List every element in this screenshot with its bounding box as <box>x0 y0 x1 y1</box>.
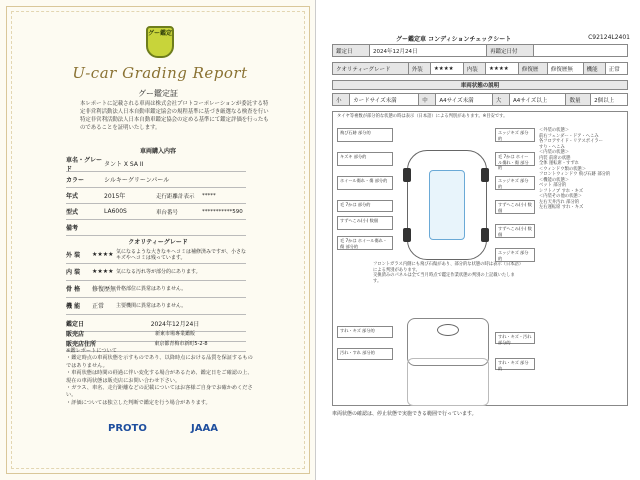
quality-title: クオリティーグレード <box>128 239 188 246</box>
quality-description: 気になる汚れ等が部分的にあります。 <box>116 268 201 275</box>
logo-row <box>108 423 218 434</box>
legend-table: 小 カードサイズ未満 中 A4サイズ未満 大 A4サイズ以上 数量 2個以上 <box>332 93 628 106</box>
report-notes: ※鑑レポートについて ・鑑定時点の車両状態を示すものであり、以降時点における品質を保証するものではありません。 ・車両状態は時間の経過に伴い変化する場合があるため、鑑定日をご確認の上、現在の車両状態は販売店にお問い合わせ下さい。 ・ガラス、車名、走行距離などの記載についてはお客様ご自身でお確かめください。 ・評価については独立した判断で鑑定を行う場合があります。 <box>66 348 253 406</box>
quality-label: 骨 格 <box>66 286 81 293</box>
vehicle-row-value: タント X SA II <box>104 161 144 168</box>
damage-callout: すずへこみ(小) 数個 <box>337 216 393 230</box>
damage-callout: 汚れ・すれ 部分的 <box>337 348 393 360</box>
wheel-front-right-icon <box>481 168 489 182</box>
grading-certificate <box>0 0 316 480</box>
proto-logo: PROTO <box>108 423 147 434</box>
condition-check-sheet <box>316 0 640 480</box>
quality-description: 気になるような大きなキヘコミは補修済みですが、小さなキズやヘコミは残っています。 <box>116 248 247 261</box>
vehicle-row <box>66 156 246 172</box>
damage-callout: 毛 7かは 部分的 <box>337 200 393 212</box>
damage-callout: エッジキズ 部分的 <box>495 176 535 190</box>
wheel-front-left-icon <box>403 168 411 182</box>
shop-row: 販売店 新東市場專業鑑販 <box>66 326 246 342</box>
vehicle-diagram <box>332 111 628 406</box>
vehicle-row-value: シルキーグリーンパール <box>104 177 170 184</box>
quality-rating: 修復歴無 <box>92 286 117 293</box>
vehicle-row <box>66 220 246 236</box>
vehicle-row <box>66 204 246 220</box>
vehicle-row-extra-label: 走行距離計表示 <box>156 193 195 200</box>
damage-callout: 毛 7かは ホイール傷れ・傷 部分的 <box>495 152 535 166</box>
vehicle-row-label: 車名・グレード <box>66 156 103 173</box>
sheet-title: グー鑑定車 コンディションチェックシート <box>396 36 512 43</box>
quality-description: 骨格部位に異常はありません。 <box>116 285 187 292</box>
diagram-note: フロントガラス内側にも飛び石傷があり、部分的な状態の時は表示（日本語）による判別があります。 交換済みのパネルは全て当月時点で鑑定作業状態の判別の上記載いたします。 <box>373 262 521 284</box>
quality-description: 主要機関に異常はありません。 <box>116 302 187 309</box>
grade-table: クオリティーグレード 外装 ★★★★ 内装 ★★★★ 修復歴 修復歴無 機能 正常 <box>332 62 628 75</box>
damage-callout: エッジキズ 部分的 <box>495 128 535 142</box>
document-id: C92124L2401 <box>588 34 630 41</box>
vehicle-row-value: LA600S <box>104 208 127 215</box>
condition-notes: ＜外装の状態＞ 前右フェンダー・ドア・へこみ 各フロアサイド・リアスポイラー すり・へこみ ＜内装の状態＞ 内装 前席の状態 全体 運転席・すずれ ＜ウィンドウ類の状態＞ フロントウィンドウ 飛び石跡 部分的 ＜機能の状態＞ ベット 部分的 シフトノブ すれ・キズ ＜内装その他の状態＞ 左右天井汚れ 部分的 左右運転席 すれ・キズ <box>539 128 611 210</box>
damage-callout: すずへこみ(小) 数個 <box>495 200 535 214</box>
vehicle-row-label: 年式 <box>66 193 79 200</box>
damage-callout: ホイール傷れ・傷 部分的 <box>337 176 393 190</box>
quality-rating: 正常 <box>92 303 105 310</box>
steering-wheel-icon <box>437 324 459 336</box>
goo-kantei-badge-icon: グー鑑定 <box>146 26 174 58</box>
damage-callout: すれ・キズ・汚れ 部分的 <box>495 332 535 344</box>
damage-callout: すれ・キズ 部分的 <box>337 326 393 338</box>
shop-address-row: 販売店住所 東京都青梅市新町5-2-8 <box>66 336 246 352</box>
cert-label: グー鑑定証 <box>138 89 178 98</box>
vehicle-row-label: カラー <box>66 177 85 184</box>
damage-callout: 飛び石跡 部分的 <box>337 128 393 142</box>
jaaa-logo: JAAA <box>191 423 218 434</box>
date-table: 鑑定日 2024年12月24日 再鑑定日付 <box>332 44 628 57</box>
vehicle-row <box>66 188 246 204</box>
vehicle-row-label: 備考 <box>66 225 79 232</box>
legend-note: タイヤ等複数が部分的な状態の時は表示（日本語）による判別があります。※目安です。 <box>337 114 508 119</box>
vehicle-row <box>66 172 246 188</box>
damage-callout: キズキ 部分的 <box>337 152 393 166</box>
vehicle-row-extra-value: ***** <box>202 192 216 199</box>
wheel-rear-right-icon <box>481 228 489 242</box>
report-title: U-car Grading Report <box>72 64 248 82</box>
car-cabin-view <box>429 170 465 240</box>
intro-text: 本レポートに記載される車両は株式会社プロトコーポレーションが委託する特定非営利活動法人日本自動車鑑定協会の規程基準に基づき厳選なる検査を行い特定非営利活動法人日本自動車鑑定協会の定める基準にて鑑定評価を行ったものであることを証明いたします。 <box>80 101 269 131</box>
vehicle-row-value: 2015年 <box>104 193 126 200</box>
date-row: 鑑定日 2024年12月24日 <box>66 316 246 332</box>
quality-row <box>66 280 246 298</box>
quality-label: 機 能 <box>66 303 81 310</box>
wheel-rear-left-icon <box>403 228 411 242</box>
quality-rating: ★★★★ <box>92 268 114 275</box>
vehicle-row-extra-label: 車台番号 <box>156 209 179 216</box>
quality-row <box>66 297 246 315</box>
vehicle-row-label: 型式 <box>66 209 79 216</box>
vehicle-row-extra-value: ***********590 <box>202 208 243 215</box>
condition-section-title: 車両状態の説明 <box>332 80 628 90</box>
quality-row <box>66 263 246 281</box>
quality-rating: ★★★★ <box>92 251 114 258</box>
quality-label: 内 装 <box>66 269 81 276</box>
car-rear-view <box>407 358 489 406</box>
damage-callout: エッジキズ 部分的 <box>495 248 535 262</box>
quality-label: 外 装 <box>66 252 81 259</box>
quality-row <box>66 246 246 264</box>
damage-callout: すずへこみ(小) 数個 <box>495 224 535 238</box>
damage-callout: 毛 7かは ホイール傷れ・傷 部分的 <box>337 236 393 250</box>
vehicle-section-title: 車両購入内容 <box>139 148 176 155</box>
damage-callout: すれ・キズ 部分的 <box>495 358 535 370</box>
sheet-footer-note: 車両状態の確認は、停止状態で実施できる範囲で行っています。 <box>332 411 477 417</box>
